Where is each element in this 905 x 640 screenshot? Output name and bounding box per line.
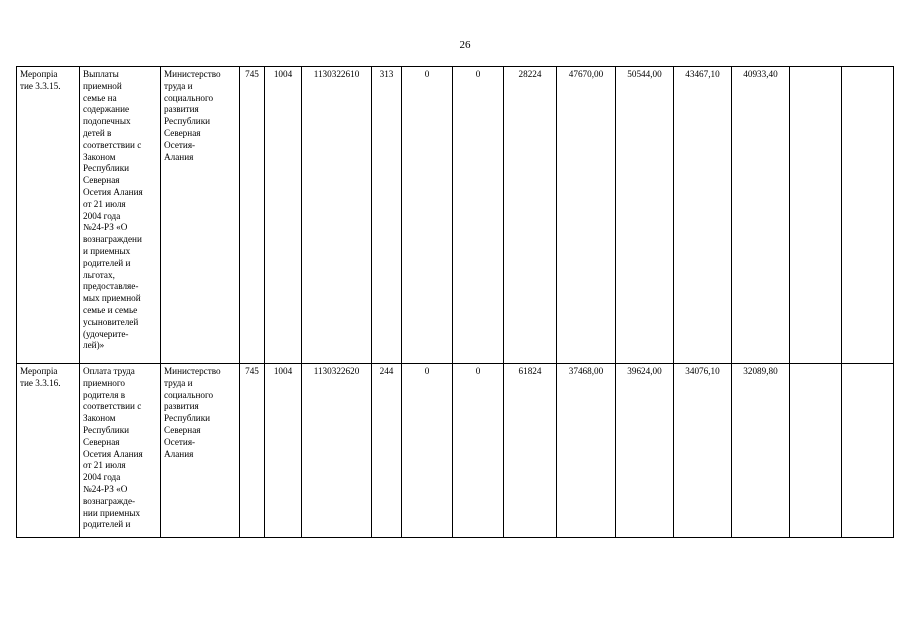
value-cell: [674, 364, 732, 538]
cell-text: 43467,10: [685, 69, 720, 79]
cell-text-line: Министерство: [164, 69, 221, 79]
cell-text: 0: [475, 69, 481, 79]
cell-text: 50544,00: [627, 69, 662, 79]
cell-text-line: соответствии с: [83, 139, 142, 150]
section-code-cell: [265, 67, 302, 364]
cell-text: 32089,80: [743, 366, 778, 376]
cell-text-line: Выплаты: [83, 69, 119, 79]
cell-text-line: Республики: [83, 424, 130, 435]
value-cell: [674, 67, 732, 364]
expense-type-cell: [372, 67, 402, 364]
empty-cell: [790, 364, 842, 538]
cell-text-line: соответствии с: [83, 401, 142, 412]
cell-text-line: родителей и: [83, 519, 131, 530]
cell-text-line: от 21 июля: [83, 460, 126, 471]
target-article-cell: [302, 364, 372, 538]
cell-text-line: Республики: [164, 413, 211, 424]
cell-text-line: развития: [164, 401, 199, 412]
cell-text: 313: [379, 69, 394, 79]
cell-text-line: Осетия Алания: [83, 186, 143, 197]
page-number: 26: [459, 39, 471, 51]
cell-text-line: Алания: [164, 448, 194, 459]
cell-text-line: льготах,: [83, 269, 115, 280]
empty-cell: [842, 67, 894, 364]
cell-text-line: подопечных: [83, 116, 131, 127]
cell-text: 0: [424, 366, 430, 376]
cell-text: 1004: [273, 69, 293, 79]
cell-text-line: Республики: [164, 116, 211, 127]
value-cell: [616, 67, 674, 364]
cell-text-line: Северная: [83, 436, 120, 447]
grbs-code-cell: [240, 364, 265, 538]
table-row: [17, 364, 894, 538]
cell-text: 47670,00: [568, 69, 604, 79]
cell-text-line: №24-РЗ «О: [83, 483, 128, 494]
cell-text-line: предоставляе-: [83, 281, 139, 292]
cell-text-line: Министерство: [164, 366, 221, 376]
cell-text-line: детей в: [83, 127, 112, 138]
cell-text-line: Меропрia: [20, 366, 58, 376]
cell-text-line: Осетия Алания: [83, 448, 143, 459]
value-cell: [557, 364, 616, 538]
budget-table: [16, 66, 894, 538]
cell-text-line: (удочерите-: [83, 328, 129, 339]
empty-cell: [842, 364, 894, 538]
measure-cell: [17, 67, 80, 364]
section-code-cell: [265, 364, 302, 538]
cell-text-line: развития: [164, 104, 199, 115]
table-row: [17, 67, 894, 364]
cell-text-line: приемного: [83, 377, 125, 388]
cell-text: 745: [245, 69, 259, 79]
cell-text-line: вознаграждени: [83, 234, 142, 245]
measure-name-cell: [80, 67, 161, 364]
cell-text-line: Законом: [83, 151, 116, 162]
cell-text-line: родителя в: [83, 389, 126, 400]
cell-text: 0: [475, 366, 481, 376]
value-cell: [732, 364, 790, 538]
cell-text: 34076,10: [685, 366, 720, 376]
value-cell: [402, 364, 453, 538]
cell-text-line: Оплата труда: [83, 366, 135, 376]
cell-text-line: 2004 года: [83, 472, 121, 483]
cell-text-line: Законом: [83, 413, 116, 424]
cell-text: 1130322610: [313, 69, 360, 79]
cell-text-line: Алания: [164, 151, 194, 162]
grbs-code-cell: [240, 67, 265, 364]
cell-text-line: семье на: [83, 92, 117, 103]
executor-cell: [161, 364, 240, 538]
cell-text-line: нии приемных: [83, 507, 141, 518]
executor-cell: [161, 67, 240, 364]
cell-text-line: мых приемной: [83, 293, 141, 304]
cell-text: 61824: [518, 366, 542, 376]
value-cell: [504, 364, 557, 538]
cell-text-line: родителей и: [83, 257, 131, 268]
cell-text-line: содержание: [83, 104, 130, 115]
cell-text-line: вознагражде-: [83, 495, 136, 506]
cell-text-line: Северная: [83, 175, 120, 186]
cell-text: 39624,00: [627, 366, 662, 376]
value-cell: [453, 364, 504, 538]
cell-text-line: Осетия-: [164, 436, 196, 447]
cell-text: 0: [424, 69, 430, 79]
cell-text-line: труда и: [164, 80, 193, 91]
cell-text: 37468,00: [568, 366, 604, 376]
cell-text: 244: [379, 366, 394, 376]
cell-text: 1130322620: [313, 366, 360, 376]
cell-text-line: социального: [164, 389, 214, 400]
target-article-cell: [302, 67, 372, 364]
cell-text: 1004: [273, 366, 293, 376]
cell-text-line: от 21 июля: [83, 198, 126, 209]
cell-text-line: и приемных: [83, 245, 131, 256]
cell-text-line: тие 3.3.16.: [20, 377, 61, 388]
value-cell: [557, 67, 616, 364]
measure-cell: [17, 364, 80, 538]
cell-text-line: Северная: [164, 127, 201, 138]
cell-text-line: семье и семье: [83, 304, 138, 315]
cell-text-line: усыновителей: [83, 316, 139, 327]
cell-text: 28224: [518, 69, 542, 79]
cell-text-line: №24-РЗ «О: [83, 222, 128, 233]
cell-text-line: лей)»: [83, 340, 105, 351]
value-cell: [453, 67, 504, 364]
cell-text: 40933,40: [743, 69, 778, 79]
cell-text-line: Республики: [83, 163, 130, 174]
cell-text: 745: [245, 366, 259, 376]
cell-text-line: Северная: [164, 424, 201, 435]
expense-type-cell: [372, 364, 402, 538]
cell-text-line: социального: [164, 92, 214, 103]
cell-text-line: труда и: [164, 377, 193, 388]
cell-text-line: Меропрia: [20, 69, 58, 79]
measure-name-cell: [80, 364, 161, 538]
empty-cell: [790, 67, 842, 364]
value-cell: [616, 364, 674, 538]
value-cell: [402, 67, 453, 364]
cell-text-line: приемной: [83, 80, 122, 91]
cell-text-line: Осетия-: [164, 139, 196, 150]
value-cell: [732, 67, 790, 364]
cell-text-line: 2004 года: [83, 210, 121, 221]
cell-text-line: тие 3.3.15.: [20, 80, 61, 91]
value-cell: [504, 67, 557, 364]
